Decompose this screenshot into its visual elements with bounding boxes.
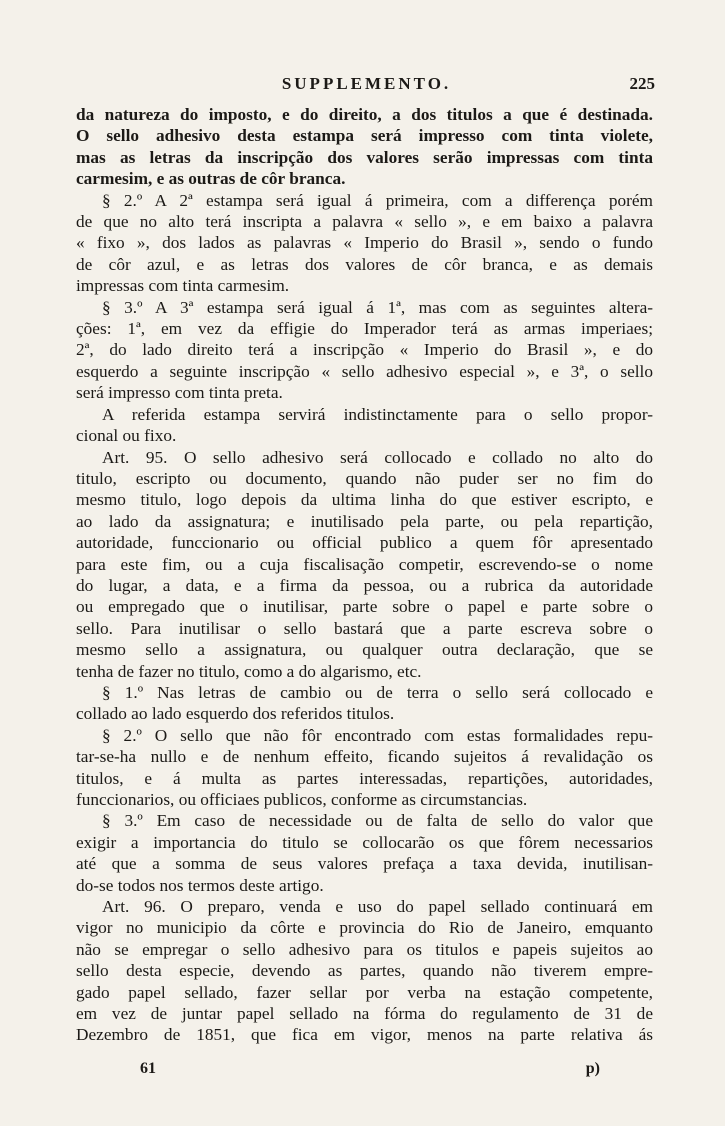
text-line: ou empregado que o inutilisar, parte sobre o papel e parte sobre o xyxy=(76,597,653,617)
text-line: § 1.º Nas letras de cambio ou de terra o sello será collocado e xyxy=(102,682,653,702)
text-line: tenha de fazer no titulo, como a do algarismo, etc. xyxy=(76,661,422,681)
text-line: titulo, escripto ou documento, quando não puder ser no fim do xyxy=(76,468,653,488)
text-line: O sello adhesivo desta estampa será impresso com tinta violete, xyxy=(76,126,653,146)
catchword: p) xyxy=(585,1060,600,1077)
text-line: cional ou fixo. xyxy=(76,426,177,446)
text-line: autoridade, funccionario ou official publico a quem fôr apresentado xyxy=(76,533,653,553)
text-line: Art. 95. O sello adhesivo será collocado e collado no alto do xyxy=(102,447,653,467)
page-number: 225 xyxy=(629,74,655,93)
text-line: esquerdo a seguinte inscripção « sello adhesivo especial », e 3ª, o sello xyxy=(76,361,653,381)
page-footer xyxy=(140,1060,600,1082)
text-line: collado ao lado esquerdo dos referidos titulos. xyxy=(76,704,395,724)
text-line: 2ª, do lado direito terá a inscripção « Imperio do Brasil », e do xyxy=(76,340,653,360)
text-line: mesmo titulo, logo depois da ultima linha do que estiver escripto, e xyxy=(76,490,653,510)
text-line: sello. Para inutilisar o sello bastará que a parte escreva sobre o xyxy=(76,618,653,638)
text-line: gado papel sellado, fazer sellar por verba na estação competente, xyxy=(76,982,653,1002)
text-line: funccionarios, ou officiaes publicos, conforme as circumstancias. xyxy=(76,790,528,809)
text-line: titulos, e á multa as partes interessadas, repartições, autoridades, xyxy=(76,768,653,788)
body-text xyxy=(76,104,653,1046)
text-line: do-se todos nos termos deste artigo. xyxy=(76,875,324,895)
text-line: não se empregar o sello adhesivo para os titulos e papeis sujeitos ao xyxy=(76,939,653,959)
text-line: da natureza do imposto, e do direito, a dos titulos a que é destinada. xyxy=(76,105,653,124)
text-line: sello desta especie, devendo as partes, quando não tiverem empre- xyxy=(76,961,653,981)
text-line: Art. 96. O preparo, venda e uso do papel sellado continuará em xyxy=(102,897,653,917)
text-line: impressas com tinta carmesim. xyxy=(76,276,290,296)
signature-mark: 61 xyxy=(140,1060,156,1077)
text-line: mesmo sello a assignatura, ou qualquer outra declaração, que se xyxy=(76,640,653,660)
text-line: tar-se-ha nullo e de nenhum effeito, ficando sujeitos á revalidação os xyxy=(76,747,653,767)
text-line: ções: 1ª, em vez da effigie do Imperador terá as armas imperiaes; xyxy=(76,319,653,339)
text-line: ao lado da assignatura; e inutilisado pela parte, ou pela repartição, xyxy=(76,511,653,531)
text-line: de côr azul, e as letras dos valores de côr branca, e as demais xyxy=(76,254,653,274)
text-line: do lugar, a data, e a firma da pessoa, ou a rubrica da autoridade xyxy=(76,575,653,595)
page-header xyxy=(78,74,655,98)
text-line: mas as letras da inscripção dos valores serão impressas com tinta xyxy=(76,147,653,167)
text-line: de que no alto terá inscripta a palavra « sello », e em baixo a palavra xyxy=(76,212,653,232)
text-line: carmesim, e as outras de côr branca. xyxy=(76,169,346,189)
text-line: § 3.º Em caso de necessidade ou de falta de sello do valor que xyxy=(102,811,653,831)
text-line: Dezembro de 1851, que fica em vigor, menos na parte relativa ás xyxy=(76,1025,653,1045)
text-line: § 2.º A 2ª estampa será igual á primeira, com a differença porém xyxy=(102,190,653,210)
text-line: § 3.º A 3ª estampa será igual á 1ª, mas com as seguintes altera- xyxy=(102,297,653,317)
text-line: vigor no municipio da côrte e provincia do Rio de Janeiro, emquanto xyxy=(76,918,653,938)
text-line: § 2.º O sello que não fôr encontrado com estas formalidades repu- xyxy=(102,725,653,745)
text-line: A referida estampa servirá indistinctamente para o sello propor- xyxy=(102,404,653,424)
text-line: para este fim, ou a cuja fiscalisação competir, escrevendo-se o nome xyxy=(76,554,653,574)
text-line: até que a somma de seus valores prefaça a taxa devida, inutilisan- xyxy=(76,854,653,874)
text-line: em vez de juntar papel sellado na fórma do regulamento de 31 de xyxy=(76,1004,653,1024)
text-line: será impresso com tinta preta. xyxy=(76,383,283,403)
text-line: « fixo », dos lados as palavras « Imperio do Brasil », sendo o fundo xyxy=(76,233,653,253)
running-title: SUPPLEMENTO. xyxy=(281,74,452,93)
text-line: exigir a importancia do titulo se collocarão os que fôrem necessarios xyxy=(76,832,653,852)
